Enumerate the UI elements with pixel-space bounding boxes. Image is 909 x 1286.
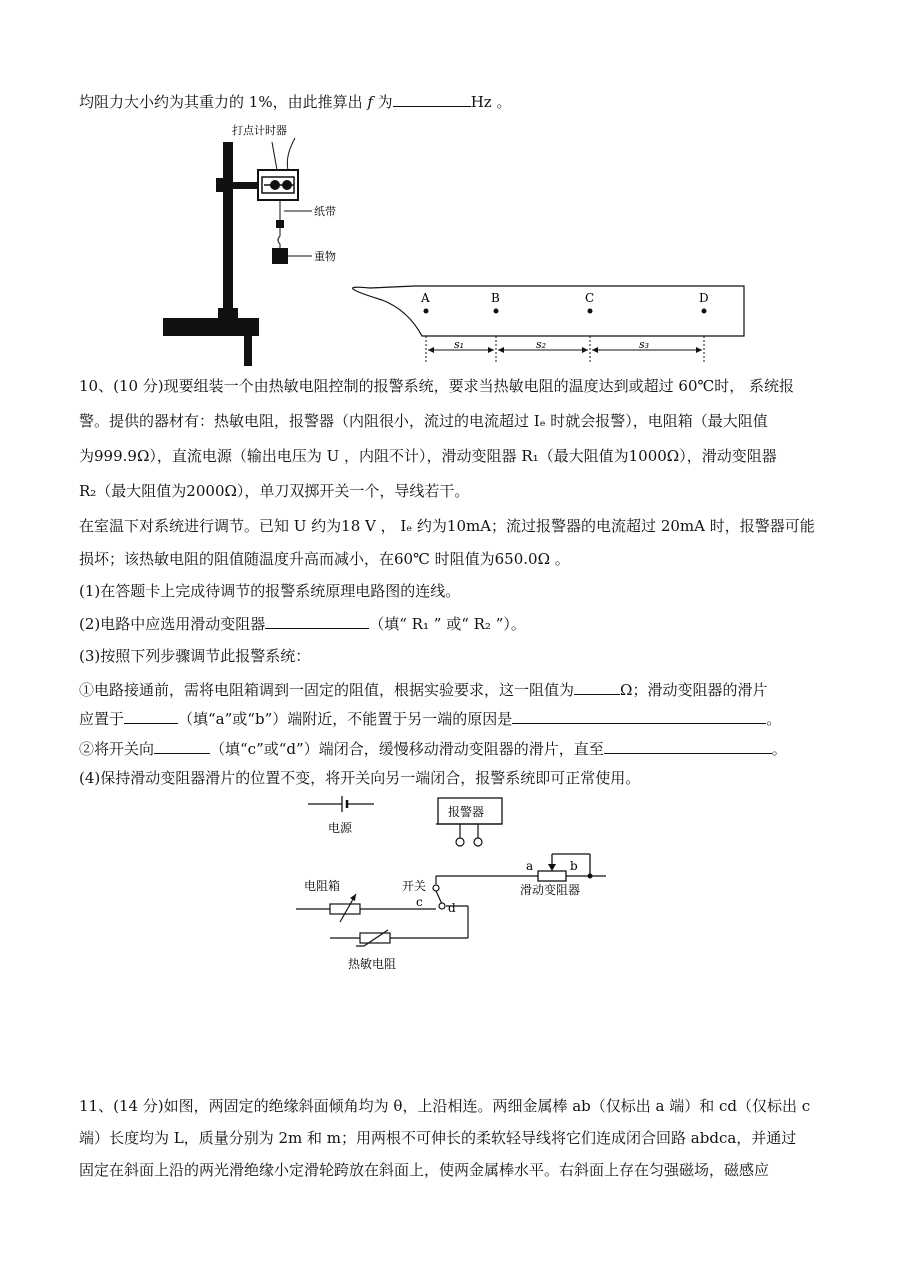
q10-step-1c-text: 应置于 bbox=[79, 710, 125, 728]
q11-line-1: 11、(14 分)如图，两固定的绝缘斜面倾角均为 θ，上沿相连。两细金属棒 ab（仅标出 a 端）和 cd（仅标出 c bbox=[79, 1097, 811, 1115]
timer-apparatus-figure bbox=[160, 118, 750, 370]
q9-tail-line bbox=[79, 90, 511, 113]
terminal-d-label: d bbox=[448, 901, 456, 915]
switch-answer-blank[interactable] bbox=[154, 737, 210, 754]
tape-dot-a bbox=[424, 309, 429, 314]
switch-label: 开关 bbox=[402, 879, 427, 893]
q10-step-1-cont bbox=[79, 707, 781, 730]
table-leg bbox=[244, 336, 252, 366]
point-label-a: A bbox=[421, 291, 430, 305]
switch bbox=[433, 876, 490, 909]
stand-base bbox=[163, 318, 259, 336]
resistance-box-label: 电阻箱 bbox=[304, 879, 341, 893]
q10-line-5: 在室温下对系统进行调节。已知 U 约为18 V ， Iₑ 约为10mA；流过报警器的电流超过 20mA 时，报警器可能 bbox=[79, 517, 815, 535]
until-answer-blank[interactable] bbox=[604, 737, 772, 754]
q10-item-3: (3)按照下列步骤调节此报警系统： bbox=[79, 647, 311, 665]
resistance-answer-blank[interactable] bbox=[574, 678, 620, 695]
terminal-a-label: a bbox=[526, 859, 534, 873]
q10-line-1: 10、(10 分)现要组装一个由热敏电阻控制的报警系统，要求当热敏电阻的温度达到或超过 60℃时， 系统报 bbox=[79, 377, 795, 395]
q10-step-1-tail: Ω；滑动变阻器的滑片 bbox=[620, 681, 768, 699]
tape-dot-c bbox=[588, 309, 593, 314]
q10-step-2-text: ②将开关向 bbox=[79, 740, 155, 758]
resistance-box bbox=[296, 894, 436, 922]
timer-label: 打点计时器 bbox=[232, 124, 287, 137]
q10-item-4: (4)保持滑动变阻器滑片的位置不变，将开关向另一端闭合，报警系统即可正常使用。 bbox=[79, 769, 641, 787]
clamp-knob bbox=[216, 178, 224, 192]
q10-item-2-hint: （填“ R₁ ” 或“ R₂ ”）。 bbox=[369, 615, 526, 633]
q10-line-3: 为999.9Ω），直流电源（输出电压为 U ，内阻不计），滑动变阻器 R₁（最大阻值为1000Ω），滑动变阻器 bbox=[79, 447, 777, 465]
point-label-c: C bbox=[585, 291, 595, 305]
slider-end-answer-blank[interactable] bbox=[124, 707, 178, 724]
q11-line-3: 固定在斜面上沿的两光滑绝缘小定滑轮跨放在斜面上，使两金属棒水平。右斜面上存在匀强磁场，磁感应 bbox=[79, 1161, 770, 1179]
terminal-b-label: b bbox=[570, 859, 578, 873]
alarm-terminals bbox=[436, 824, 502, 846]
power-label: 电源 bbox=[328, 821, 353, 835]
rheostat-label: 滑动变阻器 bbox=[520, 883, 581, 897]
segment-label-s2: s₂ bbox=[536, 338, 547, 351]
q10-step-1-text: ①电路接通前，需将电阻箱调到一固定的阻值，根据实验要求，这一阻值为 bbox=[79, 681, 575, 699]
tape-clip bbox=[276, 220, 284, 228]
lead-2 bbox=[287, 138, 295, 170]
stand-pole bbox=[223, 142, 233, 310]
q10-step-1c-end: 。 bbox=[766, 710, 782, 728]
rheostat-answer-blank[interactable] bbox=[265, 612, 369, 629]
reason-answer-blank[interactable] bbox=[512, 707, 766, 724]
rheostat-node bbox=[588, 874, 593, 879]
tape-strip bbox=[353, 286, 744, 336]
q10-step-2-end: 。 bbox=[771, 740, 787, 758]
q10-step-1c-mid: （填“a”或“b”）端附近，不能置于另一端的原因是 bbox=[178, 710, 513, 728]
q10-line-4: R₂（最大阻值为2000Ω），单刀双掷开关一个，导线若干。 bbox=[79, 482, 470, 500]
q9-answer-blank[interactable] bbox=[393, 90, 471, 107]
tape-dot-b bbox=[494, 309, 499, 314]
clamp-arm bbox=[233, 182, 259, 189]
segment-label-s1: s₁ bbox=[454, 338, 465, 351]
power-source bbox=[308, 796, 374, 812]
q10-item-2 bbox=[79, 612, 526, 635]
thermistor-label: 热敏电阻 bbox=[348, 957, 397, 971]
q10-line-2: 警。提供的器材有：热敏电阻，报警器（内阻很小，流过的电流超过 Iₑ 时就会报警），电阻箱（最大阻值 bbox=[79, 412, 768, 430]
hook bbox=[278, 228, 280, 248]
q9-text-b: 为 bbox=[372, 93, 393, 111]
q11-line-2: 端）长度均为 L，质量分别为 2m 和 m；用两根不可伸长的柔软轻导线将它们连成闭合回路 abdca，并通过 bbox=[79, 1129, 797, 1147]
tape-dot-d bbox=[702, 309, 707, 314]
point-label-b: B bbox=[491, 291, 500, 305]
point-label-d: D bbox=[699, 291, 709, 305]
q10-step-2 bbox=[79, 737, 787, 760]
terminal-c-label: c bbox=[416, 895, 423, 909]
weight-block bbox=[272, 248, 288, 264]
circuit-figure bbox=[290, 792, 620, 977]
q10-step-1 bbox=[79, 678, 767, 701]
q9-text-a: 均阻力大小约为其重力的 1%，由此推算出 bbox=[79, 93, 368, 111]
lead-1 bbox=[272, 142, 277, 170]
q10-step-2-mid: （填“c”或“d”）端闭合，缓慢移动滑动变阻器的滑片，直至 bbox=[210, 740, 604, 758]
q10-item-1: (1)在答题卡上完成待调节的报警系统原理电路图的连线。 bbox=[79, 582, 461, 600]
rheostat-slider-icon bbox=[548, 864, 556, 871]
weight-label: 重物 bbox=[314, 250, 336, 263]
tape-label: 纸带 bbox=[314, 205, 336, 218]
q10-line-6: 损坏；该热敏电阻的阻值随温度升高而减小，在60℃ 时阻值为650.0Ω 。 bbox=[79, 550, 570, 568]
stand-foot bbox=[218, 308, 238, 320]
q9-var-f: f bbox=[367, 93, 373, 111]
q9-unit: Hz 。 bbox=[470, 93, 512, 111]
segment-label-s3: s₃ bbox=[639, 338, 650, 351]
alarm-label: 报警器 bbox=[448, 805, 485, 819]
q10-item-2-text: (2)电路中应选用滑动变阻器 bbox=[79, 615, 266, 633]
